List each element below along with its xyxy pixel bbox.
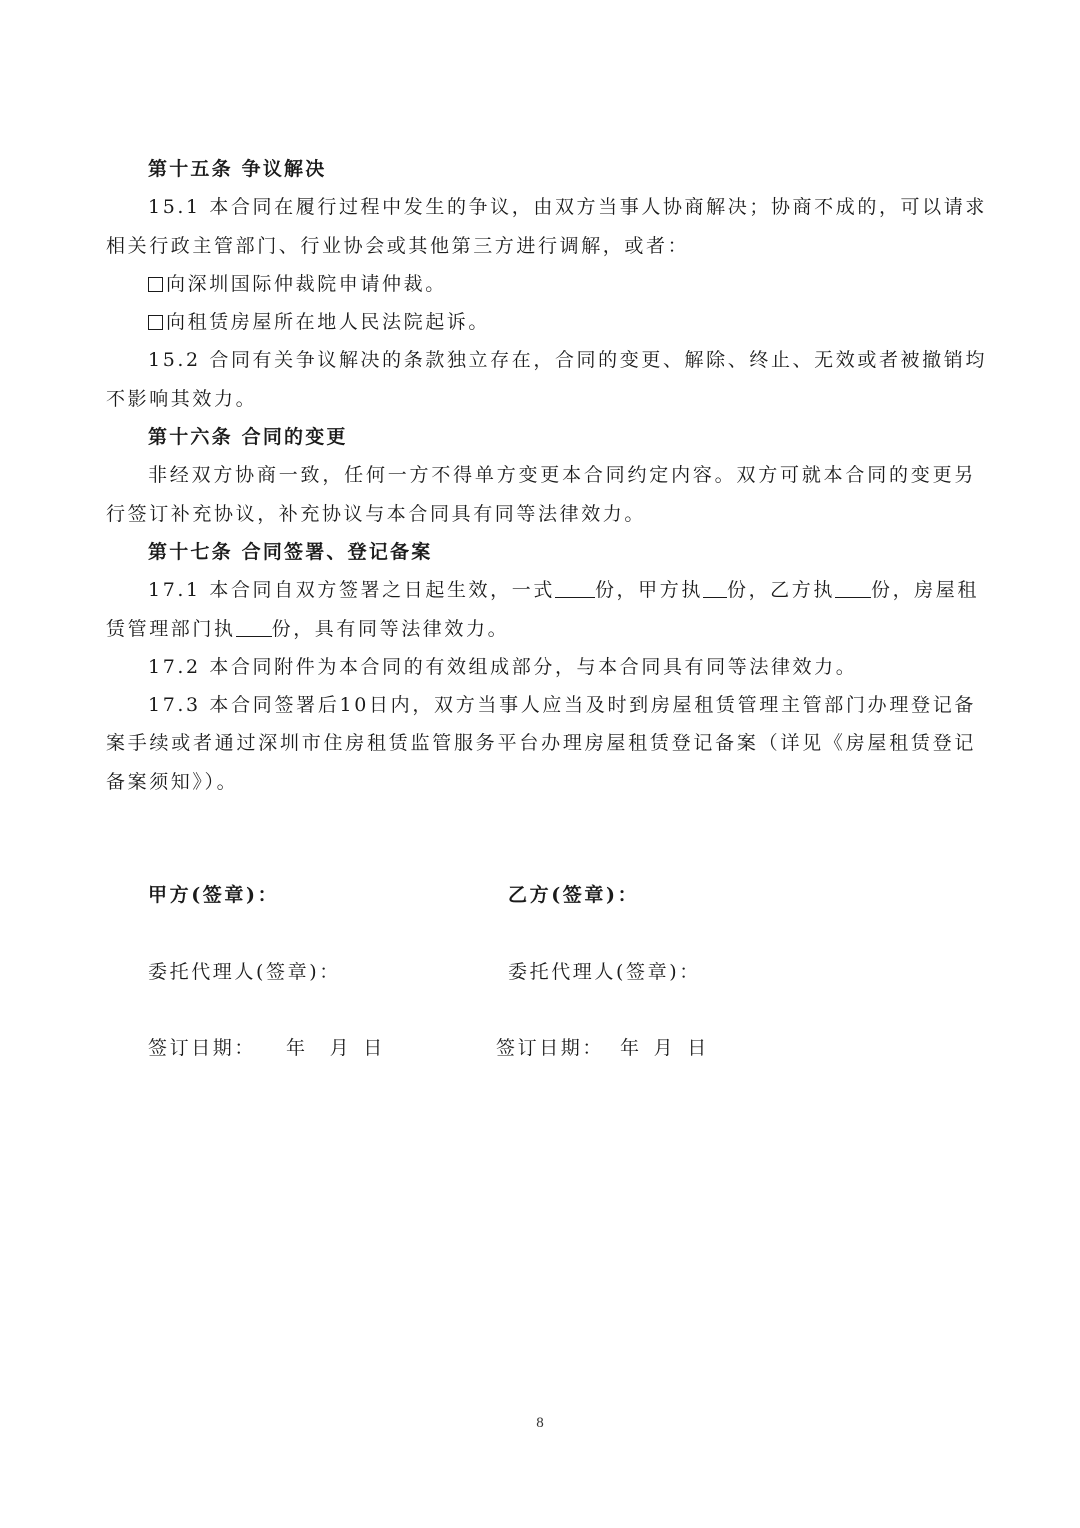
party-a-signature-label: 甲方(签章)：	[148, 884, 280, 906]
party-a-copies-blank[interactable]	[703, 579, 727, 598]
option-litigation	[106, 303, 976, 341]
article-17-1-line-2	[106, 610, 976, 648]
party-a-date-label: 签订日期：	[148, 1037, 257, 1059]
litigation-checkbox[interactable]	[148, 315, 163, 330]
article-17-3-line-3: 备案须知》）。	[106, 770, 239, 793]
article-17-1-text-b: 份，甲方执	[594, 579, 703, 602]
party-b-signature-label: 乙方(签章)：	[508, 884, 640, 906]
party-a-agent-label: 委托代理人(签章)：	[148, 961, 341, 983]
authority-copies-blank[interactable]	[236, 618, 272, 637]
party-a-sign-date	[148, 1033, 385, 1060]
article-15-1-line-2: 相关行政主管部门、行业协会或其他第三方进行调解，或者：	[106, 234, 690, 257]
article-17-1-text-c: 份，乙方执	[726, 579, 835, 602]
option-arbitration-label: 向深圳国际仲裁院申请仲裁。	[166, 272, 447, 295]
party-b-copies-blank[interactable]	[835, 579, 871, 598]
party-b-year-label: 年	[620, 1037, 642, 1059]
article-15-1-line-1: 15.1 本合同在履行过程中发生的争议，由双方当事人协商解决；协商不成的，可以请求	[148, 196, 987, 219]
option-arbitration	[106, 265, 976, 303]
party-b-day-label: 日	[687, 1037, 709, 1059]
party-a-day-label: 日	[363, 1037, 385, 1059]
article-17-3-line-2: 案手续或者通过深圳市住房租赁监管服务平台办理房屋租赁登记备案（详见《房屋租赁登记	[106, 732, 976, 755]
article-15-2-line-1: 15.2 合同有关争议解决的条款独立存在，合同的变更、解除、终止、无效或者被撤销均	[148, 349, 987, 372]
article-17-1-line-1	[106, 571, 979, 609]
article-17-1-text-f: 份，具有同等法律效力。	[271, 617, 510, 640]
article-17-1-text-a: 17.1 本合同自双方签署之日起生效，一式	[148, 579, 555, 602]
article-15-title: 第十五条 争议解决	[148, 158, 327, 180]
total-copies-blank[interactable]	[555, 579, 595, 598]
article-16-line-1: 非经双方协商一致，任何一方不得单方变更本合同约定内容。双方可就本合同的变更另	[148, 464, 976, 487]
contract-body	[106, 150, 987, 801]
page-number: 8	[536, 1415, 544, 1431]
option-litigation-label: 向租赁房屋所在地人民法院起诉。	[166, 311, 491, 334]
party-b-date-label: 签订日期：	[496, 1037, 605, 1059]
party-b-agent-label: 委托代理人(签章)：	[508, 961, 701, 983]
article-17-3-line-1: 17.3 本合同签署后10日内，双方当事人应当及时到房屋租赁管理主管部门办理登记备	[148, 694, 976, 717]
article-17-1-text-e: 赁管理部门执	[106, 617, 236, 640]
party-b-month-label: 月	[653, 1037, 676, 1059]
article-17-1-text-d: 份，房屋租	[870, 579, 979, 602]
party-a-month-label: 月	[329, 1037, 352, 1059]
party-a-year-label: 年	[286, 1037, 308, 1059]
article-17-title: 第十七条 合同签署、登记备案	[148, 540, 433, 563]
arbitration-checkbox[interactable]	[148, 277, 163, 292]
article-15-2-line-2: 不影响其效力。	[106, 387, 258, 410]
article-17-2: 17.2 本合同附件为本合同的有效组成部分，与本合同具有同等法律效力。	[148, 655, 858, 678]
article-16-title: 第十六条 合同的变更	[148, 426, 348, 449]
party-b-sign-date	[496, 1033, 709, 1060]
article-16-line-2: 行签订补充协议，补充协议与本合同具有同等法律效力。	[106, 502, 647, 525]
